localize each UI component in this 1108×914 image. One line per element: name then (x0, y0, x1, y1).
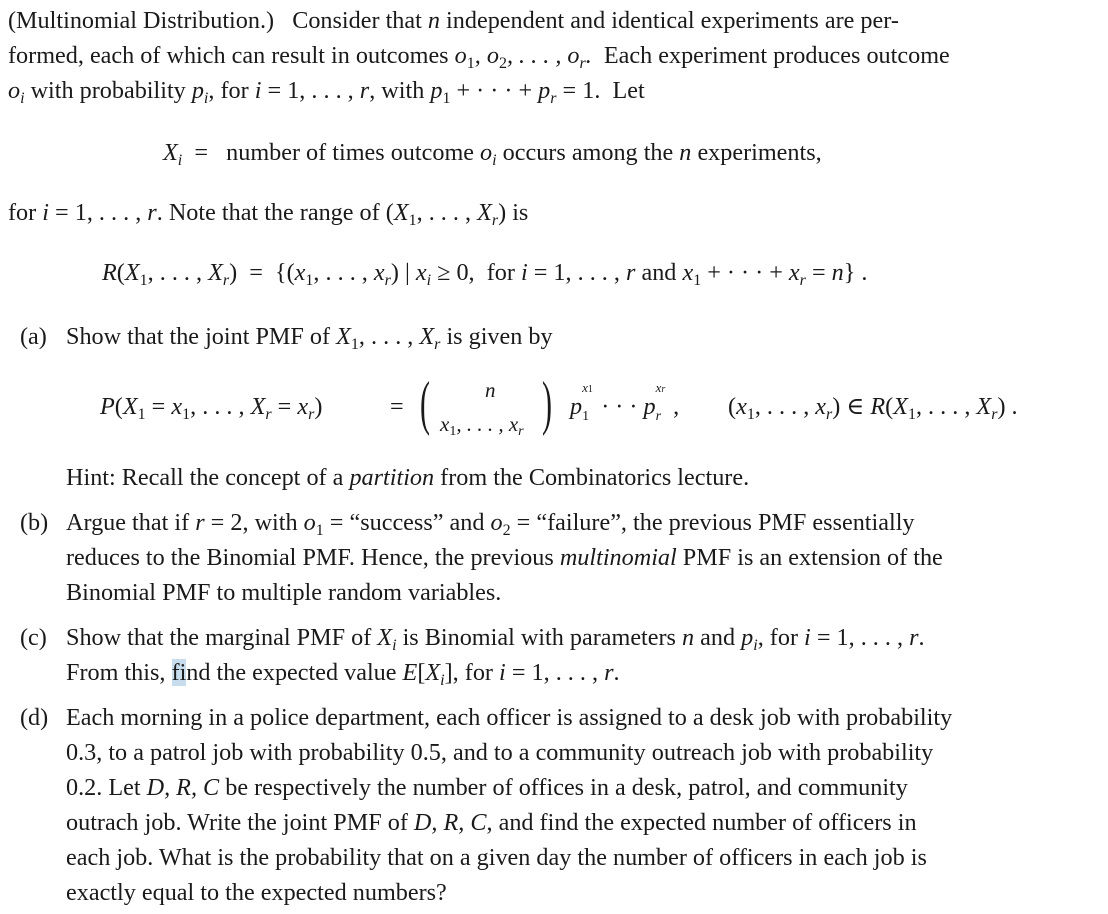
text: be respectively the number of offices in a desk, patrol, and community (225, 774, 908, 801)
text: . Note that the range of (156, 199, 380, 226)
part-c-line-1: Show that the marginal PMF of $X_i$ is Binomial with parameters n and $p_i$, for i = 1, . . . , r. (66, 624, 925, 654)
text: Let (612, 77, 645, 104)
text-italic: partition (349, 464, 435, 491)
intro-line-2 (8, 44, 950, 72)
text: with (254, 509, 298, 536)
text: Hint: Recall the concept of a (66, 464, 344, 491)
math: $X_i$ (163, 139, 183, 169)
text: formed, each of which can result in outcomes (8, 42, 449, 69)
part-d-line-4: outrach job. Write the joint PMF of D, R, C, and find the expected number of officers in (66, 809, 917, 836)
text: for (464, 659, 493, 686)
part-d-line-3: 0.2. Let D, R, C be respectively the number of offices in a desk, patrol, and community (66, 774, 908, 801)
part-b-line-2 (66, 546, 943, 570)
text: for (769, 624, 798, 651)
part-d-line-2: 0.3, to a patrol job with probability 0.5, and to a community outreach job with probability (66, 739, 934, 766)
text: from the Combinatorics lecture. (440, 464, 750, 491)
text: is given by (446, 323, 553, 350)
text: 0.2. Let (66, 774, 141, 801)
part-b-line-1: Argue that if r = 2, with $o_1$ = “success” and $o_2$ = “failure”, the previous PMF essentially (66, 509, 915, 539)
math: $o_1$, $o_2$, . . . , $o_r$. (454, 42, 592, 72)
math: i (254, 77, 262, 104)
problem-title: (Multinomial Distribution.) (8, 7, 275, 34)
range-intro: for i = 1, . . . , r. Note that the range of ($X_1$, . . . , $X_r$) is (8, 199, 529, 229)
part-d-line-1: Each morning in a police department, each officer is assigned to a desk job with probability (66, 704, 953, 731)
text: “success” and (349, 509, 485, 536)
part-d-line-6: exactly equal to the expected numbers? (66, 879, 447, 906)
math: n (427, 7, 440, 34)
hint-text (66, 466, 749, 490)
text: occurs among the (502, 139, 674, 166)
part-d-label: (d) (20, 704, 49, 731)
intro-line-1 (8, 9, 899, 33)
text-italic: multinomial (559, 544, 677, 571)
text: is (512, 199, 529, 226)
math: $o_i$ (8, 77, 25, 107)
text: and (641, 259, 677, 286)
math: $p_1$ (430, 77, 451, 107)
text: with (381, 77, 425, 104)
text: experiments (697, 139, 816, 166)
part-c-label: (c) (20, 624, 47, 651)
text: is Binomial with parameters (402, 624, 676, 651)
text: for (486, 259, 515, 286)
definition-xi: $X_i$ = number of times outcome $o_i$ occurs among the n experiments, (163, 139, 822, 169)
text: Consider that (292, 7, 422, 34)
intro-line-3: $o_i$ with probability $p_i$, for i = 1, . . . , r, with $p_1$ + · · · + $p_r = 1$. Let (8, 77, 645, 107)
text: and (700, 624, 736, 651)
text: with probability (30, 77, 186, 104)
part-d-line-5: each job. What is the probability that on a given day the number of officers in each job is (66, 844, 927, 871)
range-definition: $R(X_1$, . . . , $X_r) = \{(x_1$, . . . , $x_r$) | $x_i \ge 0$, for i = 1, . . . , r and $x_1$ + · · · + $x_r = n$} . (102, 259, 868, 289)
part-c-line-2: From this, find the expected value $E[X_i]$, for i = 1, . . . , r. (66, 659, 620, 689)
text: PMF is an extension of the (682, 544, 943, 571)
math: $o_i$ (480, 139, 497, 169)
text: Argue that if (66, 509, 190, 536)
text: “failure”, the previous PMF essentially (536, 509, 915, 536)
part-b-line-3: Binomial PMF to multiple random variables. (66, 579, 502, 606)
part-a-label: (a) (20, 323, 47, 350)
text: Show that the marginal PMF of (66, 624, 372, 651)
text: and find the expected number of officers in (498, 809, 917, 836)
math: $p_i$ (191, 77, 209, 107)
text: Each experiment produces outcome (603, 42, 950, 69)
math: n (679, 139, 692, 166)
math: i (42, 199, 49, 226)
text: outrach job. Write the joint PMF of (66, 809, 408, 836)
part-b-label: (b) (20, 509, 49, 536)
part-a-text: Show that the joint PMF of $X_1$, . . . , $X_r$ is given by (66, 323, 553, 353)
text: From this, (66, 659, 166, 686)
text-selection-highlight[interactable]: fi (171, 659, 187, 686)
text: independent and identical experiments are per- (446, 7, 899, 34)
text: nd the expected value (186, 659, 397, 686)
text: number of times outcome (226, 139, 474, 166)
text: for (8, 199, 37, 226)
text: for (220, 77, 249, 104)
text: reduces to the Binomial PMF. Hence, the previous (66, 544, 554, 571)
text: Show that the joint PMF of (66, 323, 331, 350)
